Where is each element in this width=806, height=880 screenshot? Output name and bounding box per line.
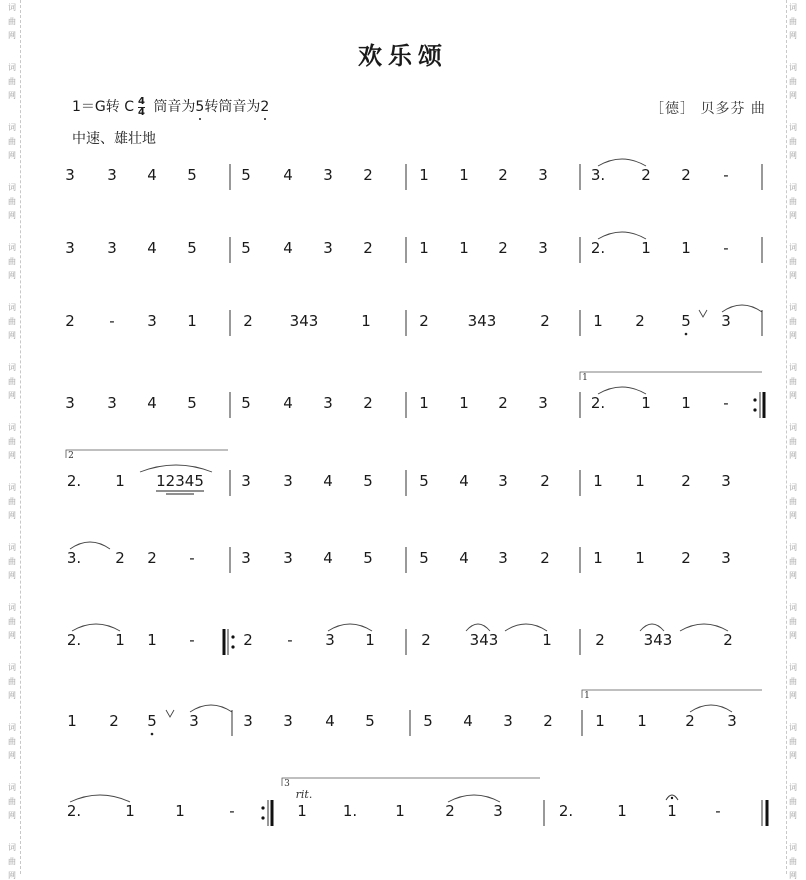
repeat-dot bbox=[261, 816, 264, 819]
note: 343 bbox=[467, 312, 497, 330]
watermark-char: 网 bbox=[789, 751, 797, 760]
watermark-char: 曲 bbox=[789, 557, 797, 566]
watermark-char: 网 bbox=[789, 91, 797, 100]
slur bbox=[722, 305, 762, 312]
note: 3 bbox=[241, 472, 251, 490]
note: 1 bbox=[395, 802, 405, 820]
watermark-char: 网 bbox=[789, 571, 797, 580]
note: 12345 bbox=[156, 472, 204, 490]
watermark-char: 曲 bbox=[789, 317, 797, 326]
watermark-char: 词 bbox=[789, 723, 797, 732]
note: 1 bbox=[67, 712, 77, 730]
slur bbox=[466, 624, 490, 631]
note: 1 bbox=[667, 802, 677, 820]
note: 2 bbox=[540, 549, 550, 567]
note: 2. bbox=[590, 394, 606, 412]
watermark-char: 词 bbox=[8, 183, 16, 192]
watermark-char: 曲 bbox=[8, 257, 16, 266]
note: 5 bbox=[241, 394, 251, 412]
watermark-char: 词 bbox=[789, 483, 797, 492]
note: 5 bbox=[419, 472, 429, 490]
note: 2 bbox=[681, 166, 691, 184]
note: 2 bbox=[419, 312, 429, 330]
fermata-dot bbox=[671, 797, 673, 799]
watermark-char: 词 bbox=[8, 63, 16, 72]
watermark-char: 词 bbox=[8, 123, 16, 132]
watermark-char: 曲 bbox=[789, 197, 797, 206]
note: 1 bbox=[419, 166, 429, 184]
note: 5 bbox=[187, 239, 197, 257]
note: 1 bbox=[595, 712, 605, 730]
note: 1 bbox=[187, 312, 197, 330]
note: 4 bbox=[147, 239, 157, 257]
watermark-char: 词 bbox=[789, 843, 797, 852]
note: 3. bbox=[590, 166, 606, 184]
slur bbox=[140, 465, 212, 472]
note: 1. bbox=[342, 802, 358, 820]
watermark-char: 曲 bbox=[789, 617, 797, 626]
watermark-char: 词 bbox=[8, 303, 16, 312]
watermark-char: 网 bbox=[8, 331, 16, 340]
note: - bbox=[287, 631, 293, 649]
watermark-char: 词 bbox=[789, 63, 797, 72]
note: 1 bbox=[637, 712, 647, 730]
note: 2. bbox=[558, 802, 574, 820]
note: 2 bbox=[445, 802, 455, 820]
watermark-char: 网 bbox=[789, 811, 797, 820]
note: 4 bbox=[323, 472, 333, 490]
note: 1 bbox=[641, 394, 651, 412]
watermark-char: 网 bbox=[8, 31, 16, 40]
watermark-char: 曲 bbox=[789, 437, 797, 446]
note: 3 bbox=[107, 394, 117, 412]
watermark-char: 词 bbox=[789, 363, 797, 372]
watermark-char: 曲 bbox=[8, 77, 16, 86]
slur bbox=[190, 705, 232, 712]
watermark-char: 网 bbox=[789, 271, 797, 280]
note: 3 bbox=[538, 166, 548, 184]
note: 5 bbox=[241, 239, 251, 257]
watermark-char: 词 bbox=[8, 663, 16, 672]
note: 5 bbox=[363, 549, 373, 567]
watermark-char: 曲 bbox=[8, 497, 16, 506]
key-text-2: 转筒音为 bbox=[204, 99, 261, 115]
watermark-char: 词 bbox=[789, 783, 797, 792]
watermark-char: 网 bbox=[789, 871, 797, 880]
note: 2 bbox=[685, 712, 695, 730]
watermark-char: 曲 bbox=[8, 137, 16, 146]
slur bbox=[640, 624, 664, 631]
note: 2 bbox=[147, 549, 157, 567]
note: - bbox=[189, 631, 195, 649]
watermark-char: 词 bbox=[789, 123, 797, 132]
watermark-char: 词 bbox=[8, 423, 16, 432]
note: 3 bbox=[323, 166, 333, 184]
watermark-char: 词 bbox=[8, 363, 16, 372]
key-prefix: 1＝G转 C bbox=[72, 99, 134, 115]
watermark-char: 曲 bbox=[8, 377, 16, 386]
note: 4 bbox=[283, 239, 293, 257]
watermark-char: 网 bbox=[789, 511, 797, 520]
watermark-char: 词 bbox=[8, 723, 16, 732]
note: 1 bbox=[361, 312, 371, 330]
watermark-char: 曲 bbox=[8, 17, 16, 26]
repeat-dot bbox=[231, 635, 234, 638]
volta-bracket bbox=[282, 778, 540, 786]
note: 3 bbox=[503, 712, 513, 730]
slur bbox=[70, 795, 130, 802]
note: 2 bbox=[498, 394, 508, 412]
note: 2. bbox=[66, 631, 82, 649]
tempo-marking: 中速、雄壮地 bbox=[72, 131, 156, 147]
note: 3 bbox=[189, 712, 199, 730]
note: 3 bbox=[538, 239, 548, 257]
note: 1 bbox=[125, 802, 135, 820]
key-text-1: 筒音为 bbox=[148, 99, 196, 115]
slur bbox=[328, 624, 372, 631]
note: 5 bbox=[187, 166, 197, 184]
note: 3 bbox=[107, 166, 117, 184]
note: 2 bbox=[595, 631, 605, 649]
watermark-char: 网 bbox=[8, 151, 16, 160]
repeat-dot bbox=[261, 806, 264, 809]
watermark-char: 网 bbox=[789, 691, 797, 700]
volta-number: 1 bbox=[582, 373, 588, 383]
watermark-char: 网 bbox=[789, 31, 797, 40]
watermark-char: 网 bbox=[8, 871, 16, 880]
note: 3 bbox=[323, 239, 333, 257]
note: 2 bbox=[363, 394, 373, 412]
watermark-char: 网 bbox=[8, 751, 16, 760]
watermark-char: 曲 bbox=[789, 737, 797, 746]
volta-number: 2 bbox=[68, 451, 74, 461]
note: 3 bbox=[325, 631, 335, 649]
note: 1 bbox=[147, 631, 157, 649]
note: 5 bbox=[187, 394, 197, 412]
note: 3 bbox=[107, 239, 117, 257]
note: 1 bbox=[459, 394, 469, 412]
note: 2 bbox=[243, 631, 253, 649]
note: 2 bbox=[641, 166, 651, 184]
note: 1 bbox=[175, 802, 185, 820]
note: 343 bbox=[469, 631, 499, 649]
note: 3 bbox=[498, 472, 508, 490]
note: 343 bbox=[289, 312, 319, 330]
watermark-char: 网 bbox=[789, 211, 797, 220]
watermark-char: 网 bbox=[8, 91, 16, 100]
note: 3 bbox=[283, 712, 293, 730]
watermark-char: 网 bbox=[789, 631, 797, 640]
note: 3 bbox=[498, 549, 508, 567]
low-octave-dot bbox=[685, 333, 688, 336]
note: 4 bbox=[325, 712, 335, 730]
volta-number: 3 bbox=[284, 779, 290, 789]
note: 3 bbox=[65, 394, 75, 412]
watermark-char: 网 bbox=[789, 331, 797, 340]
note: - bbox=[229, 802, 235, 820]
repeat-dot bbox=[753, 408, 756, 411]
note: - bbox=[723, 239, 729, 257]
slur bbox=[72, 624, 120, 631]
watermark-char: 词 bbox=[789, 243, 797, 252]
note: - bbox=[723, 166, 729, 184]
note: 2 bbox=[723, 631, 733, 649]
watermark-char: 曲 bbox=[789, 257, 797, 266]
watermark-char: 曲 bbox=[789, 797, 797, 806]
low-octave-dot bbox=[151, 733, 154, 736]
note: 2 bbox=[540, 472, 550, 490]
watermark-char: 曲 bbox=[8, 857, 16, 866]
note: 3 bbox=[721, 312, 731, 330]
volta-bracket bbox=[582, 690, 762, 698]
key-note-2: 2 bbox=[260, 99, 270, 115]
note: 1 bbox=[459, 166, 469, 184]
note: 3 bbox=[283, 472, 293, 490]
watermark-char: 词 bbox=[8, 603, 16, 612]
note: 3 bbox=[65, 166, 75, 184]
rit-marking: rit. bbox=[295, 788, 313, 801]
watermark-char: 网 bbox=[8, 631, 16, 640]
note: 1 bbox=[419, 394, 429, 412]
note: 1 bbox=[593, 472, 603, 490]
note: 3 bbox=[323, 394, 333, 412]
slur bbox=[598, 232, 646, 239]
slur bbox=[505, 624, 547, 631]
watermark-char: 曲 bbox=[789, 677, 797, 686]
note: 1 bbox=[681, 394, 691, 412]
note: 2. bbox=[590, 239, 606, 257]
note: 5 bbox=[365, 712, 375, 730]
watermark-char: 曲 bbox=[8, 677, 16, 686]
time-denominator: 4 bbox=[137, 106, 145, 118]
note: 5 bbox=[423, 712, 433, 730]
slur bbox=[448, 795, 500, 802]
watermark-char: 曲 bbox=[789, 377, 797, 386]
watermark-char: 词 bbox=[789, 603, 797, 612]
note: 1 bbox=[115, 472, 125, 490]
note: 2 bbox=[543, 712, 553, 730]
note: 4 bbox=[147, 166, 157, 184]
note: 1 bbox=[297, 802, 307, 820]
note: 2. bbox=[66, 802, 82, 820]
note: 1 bbox=[459, 239, 469, 257]
note: 2 bbox=[363, 166, 373, 184]
repeat-dot bbox=[753, 398, 756, 401]
watermark-char: 曲 bbox=[8, 557, 16, 566]
note: 1 bbox=[635, 549, 645, 567]
note: 2 bbox=[243, 312, 253, 330]
watermark-char: 曲 bbox=[8, 797, 16, 806]
note: 3 bbox=[241, 549, 251, 567]
note: 1 bbox=[635, 472, 645, 490]
note: 4 bbox=[283, 166, 293, 184]
volta-bracket bbox=[66, 450, 228, 458]
watermark-char: 曲 bbox=[8, 317, 16, 326]
note: 2 bbox=[115, 549, 125, 567]
watermark-char: 词 bbox=[8, 243, 16, 252]
note: 1 bbox=[542, 631, 552, 649]
note: 2 bbox=[635, 312, 645, 330]
watermark-char: 网 bbox=[8, 451, 16, 460]
note: 3 bbox=[727, 712, 737, 730]
note: 3 bbox=[147, 312, 157, 330]
note: - bbox=[189, 549, 195, 567]
watermark-char: 网 bbox=[789, 451, 797, 460]
note: 2 bbox=[109, 712, 119, 730]
watermark-char: 词 bbox=[789, 423, 797, 432]
note: 2 bbox=[421, 631, 431, 649]
song-title: 欢乐颂 bbox=[358, 41, 448, 70]
watermark-char: 词 bbox=[8, 3, 16, 12]
note: 1 bbox=[419, 239, 429, 257]
slur bbox=[598, 387, 646, 394]
slur bbox=[70, 542, 110, 549]
note: 3 bbox=[283, 549, 293, 567]
note: 1 bbox=[593, 312, 603, 330]
watermark-char: 曲 bbox=[789, 497, 797, 506]
watermark-char: 词 bbox=[8, 843, 16, 852]
note: 4 bbox=[463, 712, 473, 730]
note: 3 bbox=[538, 394, 548, 412]
note: 4 bbox=[459, 472, 469, 490]
watermark-char: 词 bbox=[789, 3, 797, 12]
watermark-char: 网 bbox=[8, 691, 16, 700]
note: - bbox=[109, 312, 115, 330]
note: 2 bbox=[363, 239, 373, 257]
note: 2 bbox=[65, 312, 75, 330]
note: 4 bbox=[283, 394, 293, 412]
watermark-char: 曲 bbox=[789, 17, 797, 26]
breath-mark bbox=[699, 310, 707, 317]
note: 1 bbox=[115, 631, 125, 649]
note: 1 bbox=[617, 802, 627, 820]
watermark-char: 词 bbox=[789, 543, 797, 552]
watermark-char: 曲 bbox=[789, 857, 797, 866]
watermark-char: 曲 bbox=[8, 197, 16, 206]
note: 4 bbox=[323, 549, 333, 567]
slur bbox=[680, 624, 728, 631]
note: 2 bbox=[540, 312, 550, 330]
volta-number: 1 bbox=[584, 691, 590, 701]
volta-bracket bbox=[580, 372, 762, 380]
watermark-char: 词 bbox=[789, 303, 797, 312]
note: 2 bbox=[681, 472, 691, 490]
note: 3 bbox=[243, 712, 253, 730]
note: 5 bbox=[241, 166, 251, 184]
composer-credit: ［德］ 贝多芬 曲 bbox=[650, 101, 766, 117]
note: 3 bbox=[65, 239, 75, 257]
watermark-char: 网 bbox=[8, 271, 16, 280]
watermark-char: 词 bbox=[789, 663, 797, 672]
note: 4 bbox=[459, 549, 469, 567]
note: 1 bbox=[641, 239, 651, 257]
repeat-dot bbox=[231, 645, 234, 648]
note: 1 bbox=[681, 239, 691, 257]
note: 5 bbox=[419, 549, 429, 567]
note: 1 bbox=[365, 631, 375, 649]
note: 2 bbox=[498, 166, 508, 184]
watermark-char: 曲 bbox=[789, 77, 797, 86]
note: 4 bbox=[147, 394, 157, 412]
watermark-char: 曲 bbox=[8, 737, 16, 746]
note: 5 bbox=[681, 312, 691, 330]
watermark-char: 词 bbox=[789, 183, 797, 192]
watermark-char: 网 bbox=[789, 151, 797, 160]
key-note-1: 5 bbox=[195, 99, 205, 115]
note: 5 bbox=[147, 712, 157, 730]
note: 3 bbox=[721, 549, 731, 567]
note: - bbox=[715, 802, 721, 820]
time-numerator: 4 bbox=[137, 95, 145, 107]
watermark-char: 网 bbox=[8, 811, 16, 820]
watermark-char: 网 bbox=[8, 391, 16, 400]
note: 3. bbox=[66, 549, 82, 567]
watermark-char: 词 bbox=[8, 483, 16, 492]
watermark-char: 曲 bbox=[789, 137, 797, 146]
watermark-char: 网 bbox=[8, 511, 16, 520]
breath-mark bbox=[166, 710, 174, 717]
watermark-char: 网 bbox=[8, 211, 16, 220]
watermark-char: 词 bbox=[8, 783, 16, 792]
note: 2 bbox=[498, 239, 508, 257]
note: 343 bbox=[643, 631, 673, 649]
watermark-char: 曲 bbox=[8, 437, 16, 446]
note: 3 bbox=[721, 472, 731, 490]
note: 2. bbox=[66, 472, 82, 490]
note: - bbox=[723, 394, 729, 412]
watermark-char: 词 bbox=[8, 543, 16, 552]
slur bbox=[690, 705, 732, 712]
watermark-char: 曲 bbox=[8, 617, 16, 626]
note: 3 bbox=[493, 802, 503, 820]
watermark-char: 网 bbox=[8, 571, 16, 580]
note: 5 bbox=[363, 472, 373, 490]
note: 2 bbox=[681, 549, 691, 567]
note: 1 bbox=[593, 549, 603, 567]
watermark-char: 网 bbox=[789, 391, 797, 400]
slur bbox=[598, 159, 646, 166]
